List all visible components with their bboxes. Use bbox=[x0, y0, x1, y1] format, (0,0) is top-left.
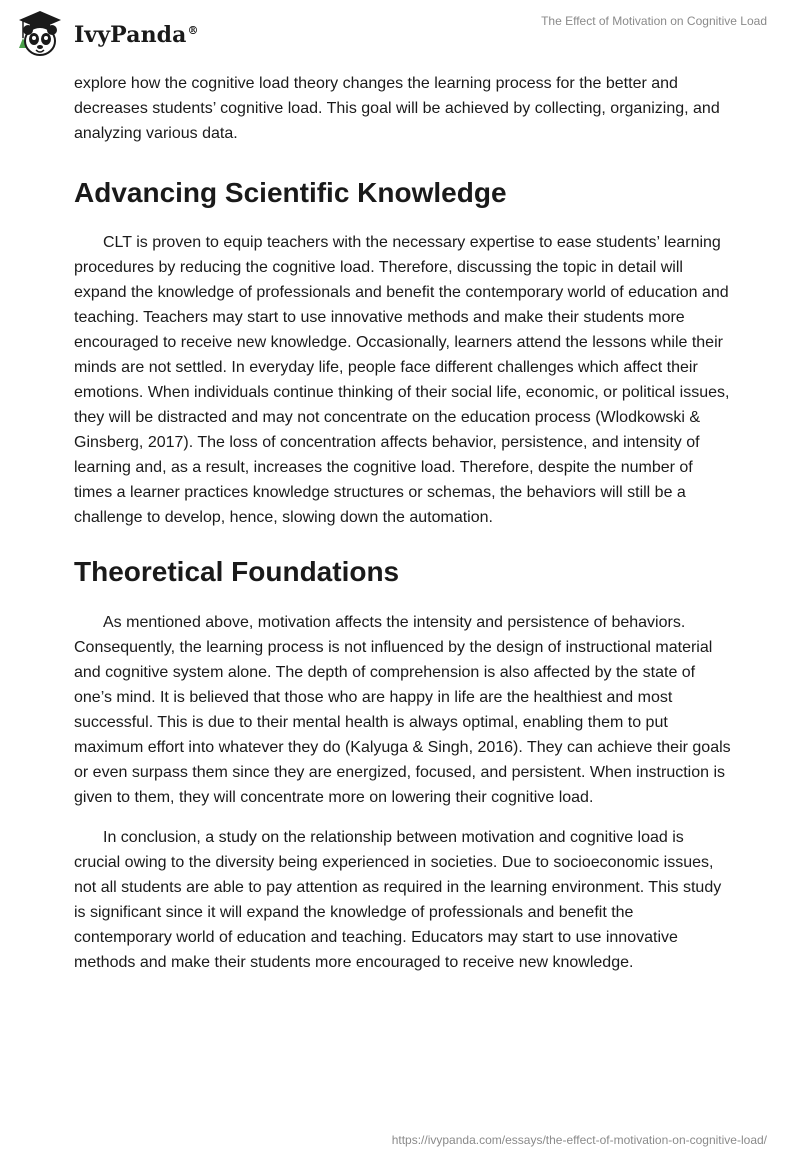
section-heading-theoretical-foundations: Theoretical Foundations bbox=[74, 556, 400, 587]
essay-content bbox=[74, 71, 734, 975]
intro-paragraph: explore how the cognitive load theory changes the learning process for the better and decreases students’ cognitive load. This goal will be achieved by collecting, organizing, and analyzing various data. bbox=[74, 75, 720, 142]
page-header bbox=[0, 0, 800, 70]
panda-logo-icon bbox=[14, 8, 66, 60]
logo[interactable] bbox=[14, 8, 199, 60]
source-url[interactable]: https://ivypanda.com/essays/the-effect-of-motivation-on-cognitive-load/ bbox=[391, 1133, 767, 1147]
document-title: The Effect of Motivation on Cognitive Load bbox=[541, 14, 767, 28]
body-paragraph: CLT is proven to equip teachers with the necessary expertise to ease students’ learning procedures by reducing the cognitive load. Therefore, discussing the topic in detail will expand the knowledge of professionals and benefit the contemporary world of education and teaching. Teachers may start to use innovative methods and make their students more encouraged to receive new knowledge. Occasionally, learners attend the lessons while their minds are not settled. In everyday life, people face different challenges which affect their emotions. When individuals continue thinking of their social life, economic, or political issues, they will be distracted and may not concentrate on the education process (Wlodkowski & Ginsberg, 2017). The loss of concentration affects behavior, persistence, and intensity of learning and, as a result, increases the cognitive load. Therefore, despite the number of times a learner practices knowledge structures or schemas, the behaviors will still be a challenge to develop, hence, slowing down the automation. bbox=[74, 234, 730, 526]
logo-wordmark: IvyPanda® bbox=[74, 22, 199, 48]
section-heading-advancing-scientific-knowledge: Advancing Scientific Knowledge bbox=[74, 177, 507, 208]
body-paragraph: As mentioned above, motivation affects the intensity and persistence of behaviors. Consequently, the learning process is not influenced by the design of instructional material and cognitive system alone. The depth of comprehension is also affected by the state of one’s mind. It is believed that those who are happy in life are the healthiest and most successful. This is due to their mental health is always optimal, enabling them to put maximum effort into whatever they do (Kalyuga & Singh, 2016). They can achieve their goals or even surpass them since they are energized, focused, and persistent. When instruction is given to them, they will concentrate more on lowering their cognitive load. bbox=[74, 614, 731, 806]
conclusion-paragraph: In conclusion, a study on the relationship between motivation and cognitive load is crucial owing to the diversity being experienced in societies. Due to socioeconomic issues, not all students are able to pay attention as required in the learning environment. This study is significant since it will expand the knowledge of professionals and benefit the contemporary world of education and teaching. Educators may start to use innovative methods and make their students more encouraged to receive new knowledge. bbox=[74, 829, 722, 971]
